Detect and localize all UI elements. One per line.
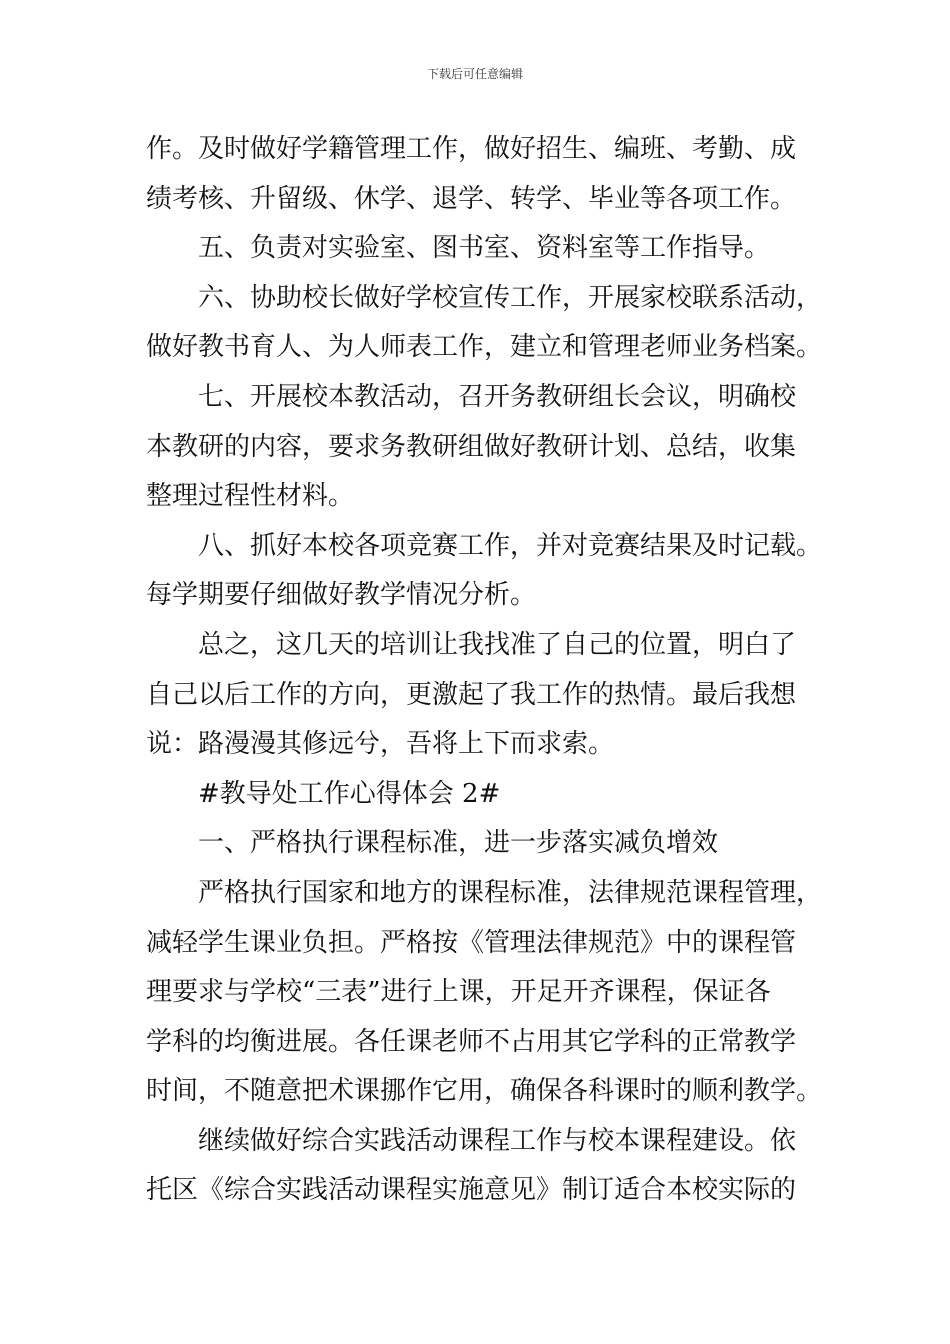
text-line: 五、负责对实验室、图书室、资料室等工作指导。 bbox=[146, 233, 771, 264]
text-line: 时间，不随意把术课挪作它用，确保各科课时的顺利教学。 bbox=[146, 1076, 823, 1107]
text-line: 一、严格执行课程标准，进一步落实减负增效 bbox=[146, 828, 719, 859]
text-line: 继续做好综合实践活动课程工作与校本课程建设。依 bbox=[146, 1125, 797, 1156]
text-line: 八、抓好本校各项竞赛工作，并对竞赛结果及时记载。 bbox=[146, 530, 823, 561]
text-line: 理要求与学校“三表”进行上课，开足开齐课程，保证各 bbox=[146, 977, 771, 1008]
text-line: 整理过程性材料。 bbox=[146, 481, 355, 512]
text-line: 减轻学生课业负担。严格按《管理法律规范》中的课程管 bbox=[146, 927, 797, 958]
text-line: 七、开展校本教活动，召开务教研组长会议，明确校 bbox=[146, 381, 797, 412]
text-line: 自己以后工作的方向，更激起了我工作的热情。最后我想 bbox=[146, 679, 797, 710]
section-heading: #教导处工作心得体会 2# bbox=[146, 778, 501, 809]
text-line: 六、协助校长做好学校宣传工作，开展家校联系活动， bbox=[146, 282, 823, 313]
page-header: 下载后可任意编辑 bbox=[426, 67, 523, 81]
text-line: 作。及时做好学籍管理工作，做好招生、编班、考勤、成 bbox=[146, 134, 797, 164]
text-line: 本教研的内容，要求务教研组做好教研计划、总结，收集 bbox=[146, 431, 797, 462]
text-line: 绩考核、升留级、休学、退学、转学、毕业等各项工作。 bbox=[146, 183, 797, 214]
text-line: 严格执行国家和地方的课程标准，法律规范课程管理， bbox=[146, 877, 823, 908]
text-line: 总之，这几天的培训让我找准了自己的位置，明白了 bbox=[146, 629, 797, 660]
text-line: 托区《综合实践活动课程实施意见》制订适合本校实际的 bbox=[146, 1175, 797, 1206]
text-line: 每学期要仔细做好教学情况分析。 bbox=[146, 580, 537, 611]
document-body bbox=[146, 125, 823, 1216]
text-line: 学科的均衡进展。各任课老师不占用其它学科的正常教学 bbox=[146, 1026, 797, 1057]
text-line: 说：路漫漫其修远兮，吾将上下而求索。 bbox=[146, 729, 615, 760]
text-line: 做好教书育人、为人师表工作，建立和管理老师业务档案。 bbox=[146, 332, 823, 363]
